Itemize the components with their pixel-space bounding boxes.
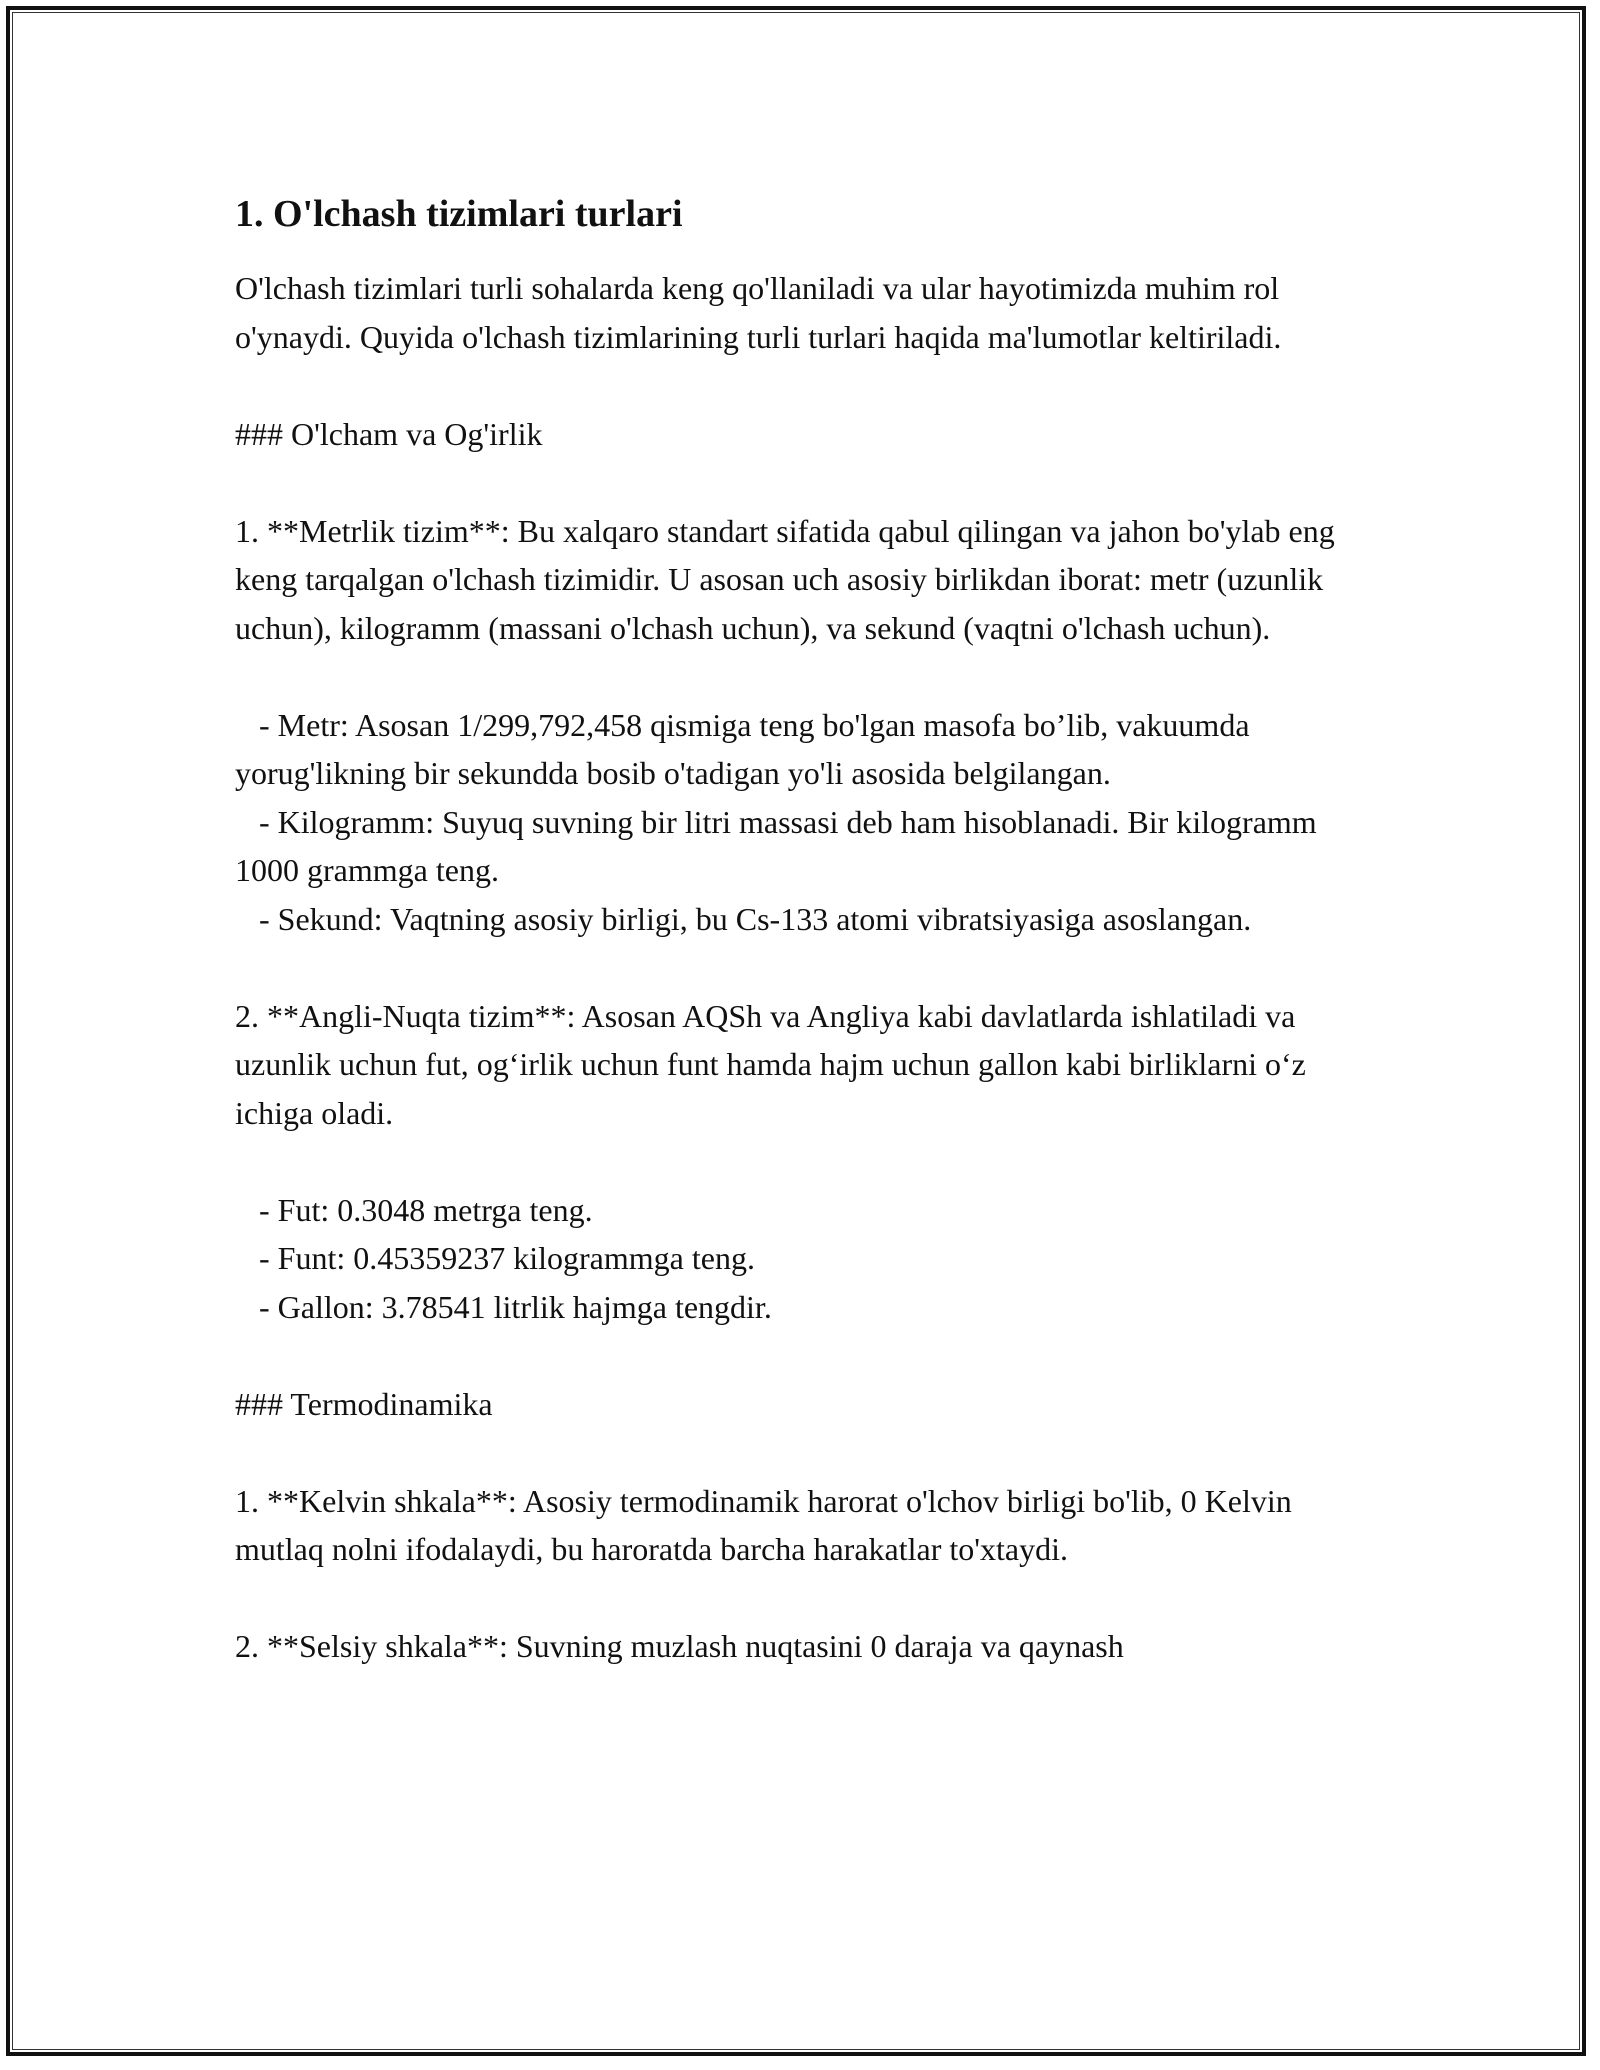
sub-item-second: - Sekund: Vaqtning asosiy birligi, bu Cs-133 atomi vibratsiyasiga asoslangan. bbox=[235, 900, 1252, 937]
sub-item-gallon: - Gallon: 3.78541 litrlik hajmga tengdir. bbox=[235, 1288, 772, 1325]
sub-item-meter: - Metr: Asosan 1/299,792,458 qismiga teng bo'lgan masofa bo’lib, vakuumda yorug'likning bir sekundda bosib o'tadigan yo'li asosida belgilangan. bbox=[235, 706, 1258, 791]
list-item-celsius-scale: 2. **Selsiy shkala**: Suvning muzlash nuqtasini 0 daraja va qaynash bbox=[235, 1628, 1124, 1664]
subsection-title-measurement: ### O'lcham va Og'irlik bbox=[235, 415, 543, 452]
list-item-imperial-system: 2. **Angli-Nuqta tizim**: Asosan AQSh va Angliya kabi davlatlarda ishlatiladi va uzunlik uchun fut, og‘irlik uchun funt hamda hajm uchun gallon kabi birliklarni o‘z ichiga oladi. bbox=[235, 997, 1314, 1131]
sub-item-kilogram: - Kilogramm: Suyuq suvning bir litri massasi deb ham hisoblanadi. Bir kilogramm 1000 grammga teng. bbox=[235, 803, 1325, 888]
sub-item-pound: - Funt: 0.45359237 kilogrammga teng. bbox=[235, 1240, 755, 1276]
list-item-metric-system: 1. **Metrlik tizim**: Bu xalqaro standart sifatida qabul qilingan va jahon bo'ylab eng keng tarqalgan o'lchash tizimidir. U asosan uch asosiy birlikdan iborat: metr (uzunlik uchun), kilogramm (massani o'lchash uchun), va sekund (vaqtni o'lchash uchun). bbox=[235, 512, 1343, 646]
sub-item-foot: - Fut: 0.3048 metrga teng. bbox=[235, 1191, 593, 1228]
subsection-title-thermodynamics: ### Termodinamika bbox=[235, 1385, 493, 1422]
intro-paragraph: O'lchash tizimlari turli sohalarda keng qo'llaniladi va ular hayotimizda muhim rol o'ynaydi. Quyida o'lchash tizimlarining turli turlari haqida ma'lumotlar keltiriladi. bbox=[235, 270, 1288, 355]
list-item-kelvin-scale: 1. **Kelvin shkala**: Asosiy termodinamik harorat o'lchov birligi bo'lib, 0 Kelvin mutlaq nolni ifodalaydi, bu haroratda barcha harakatlar to'xtaydi. bbox=[235, 1482, 1300, 1567]
document-body bbox=[235, 190, 1365, 1671]
section-heading: 1. O'lchash tizimlari turlari bbox=[235, 193, 683, 235]
